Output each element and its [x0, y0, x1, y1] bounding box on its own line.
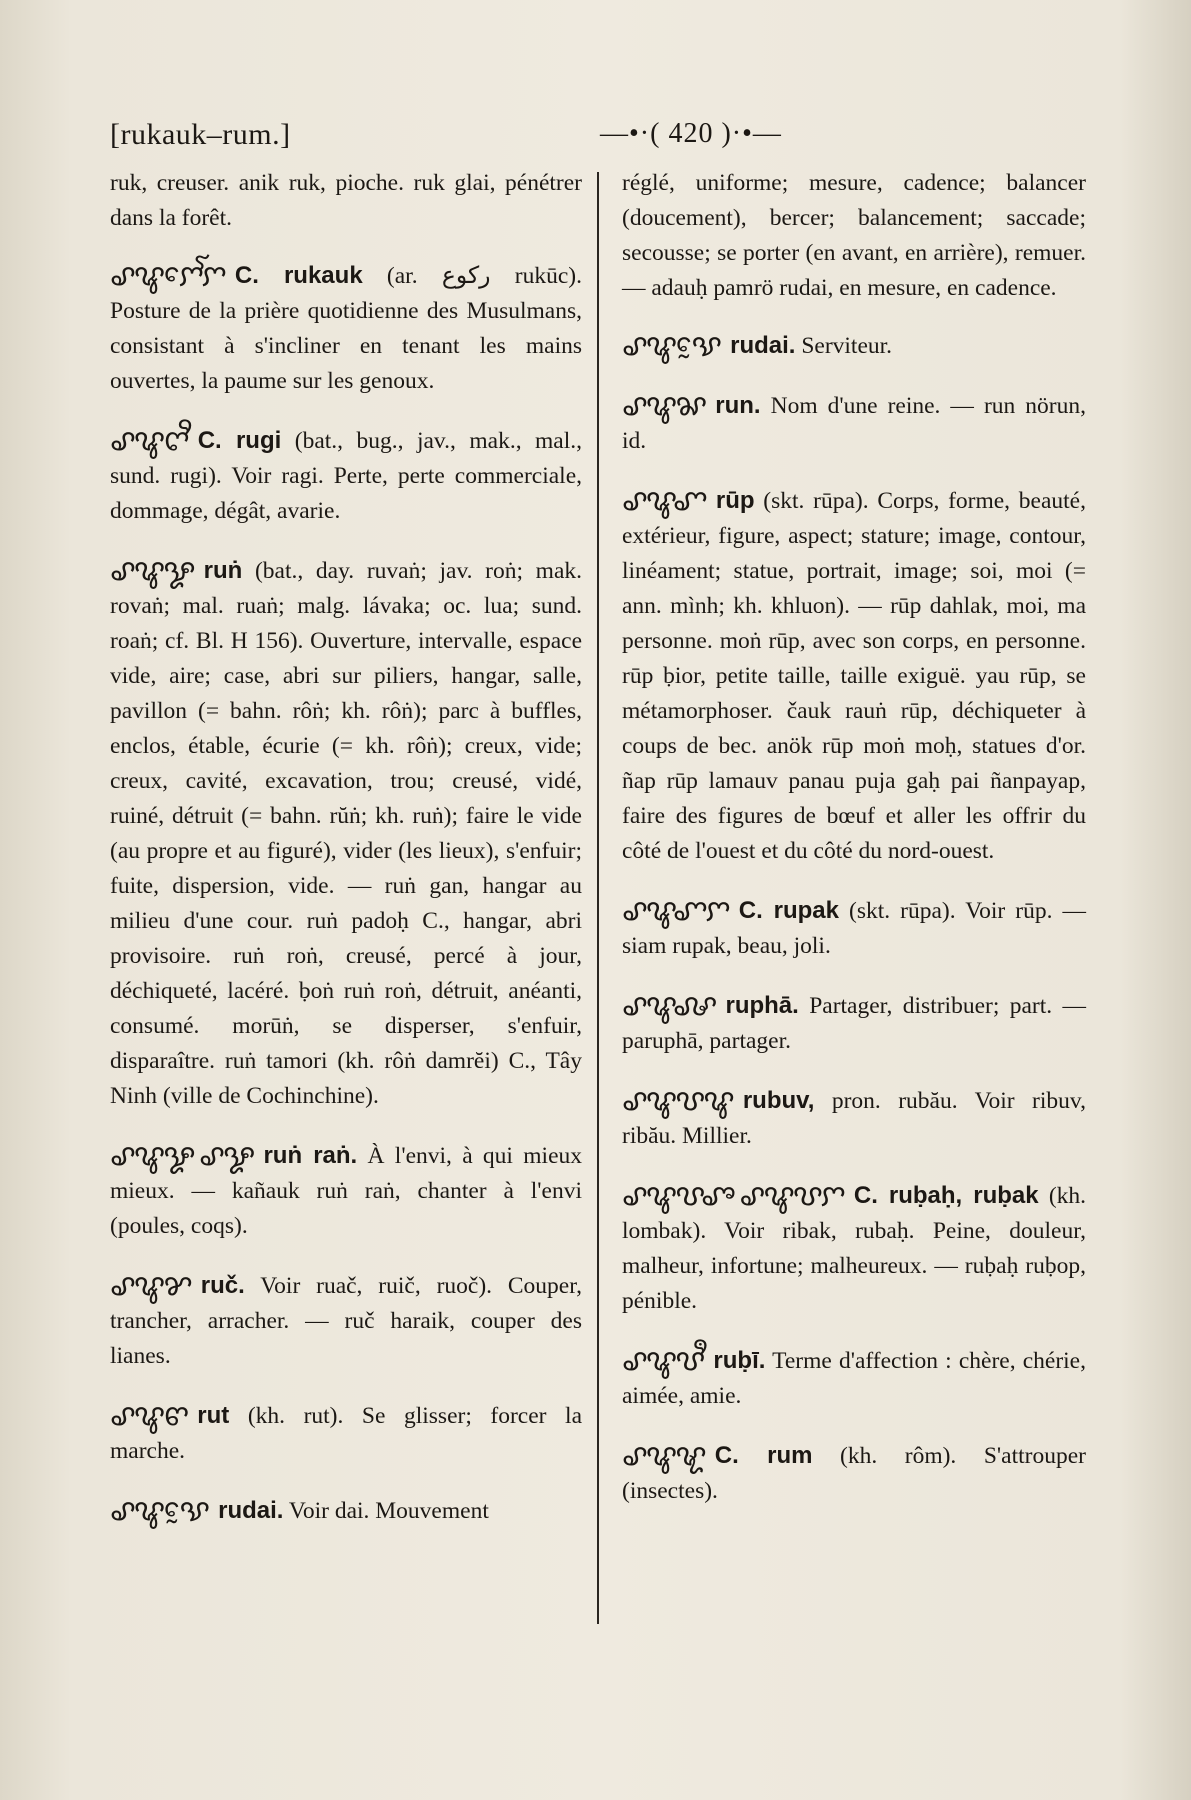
column-divider [597, 172, 599, 1624]
dictionary-entry [110, 1398, 582, 1469]
entry-text: Nom d'une reine. — run nörun, id. [622, 393, 1086, 454]
entry-text: (skt. rūpa). Corps, forme, beauté, extérieur, figure, aspect; stature; image, contour, linéament; statue, portrait, image; soi, moi (= ann. mình; kh. khluon). — rūp dahlak, moi, ma personne. moṅ rūp, avec son corps, en personne. rūp ḅior, petite taille, taille exiguë. yau rūp, se métamorphoser. čauk rauṅ rūp, déchiqueter à coups de bec. anök rūp moṅ moḥ, statues d'or. ñap rūp lamauv panau puja gaḥ pai ñanpayap, faire des figures de bœuf et aller les offrir du côté de l'ouest et du côté du nord-ouest. [622, 488, 1086, 864]
dictionary-entry [622, 1438, 1086, 1509]
headword: ruphā. [725, 992, 799, 1019]
headword: C. rum [714, 1442, 813, 1469]
entry-text: Voir dai. Mouvement [288, 1498, 489, 1524]
dictionary-entry [110, 258, 582, 399]
entry-text: (bat., bug., jav., mak., mal., sund. rugi). Voir ragi. Perte, perte commerciale, dommage, dégât, avarie. [110, 428, 583, 524]
entry-text: À l'envi, à qui mieux mieux. — kañauk ruṅ raṅ, chanter à l'envi (poules, coqs). [110, 1143, 583, 1239]
headword: C. rukauk [234, 262, 363, 289]
dictionary-entry [622, 1343, 1086, 1414]
headword: ruṅ [203, 557, 243, 584]
right-column [622, 166, 1086, 1533]
cham-script: ꨣꨥꨓ [110, 1399, 188, 1432]
dictionary-entry [622, 1178, 1086, 1319]
cham-script: ꨣꨥꨕꨰ [110, 1494, 209, 1527]
entry-text: Terme d'affection : chère, chérie, aimée, amie. [622, 1348, 1086, 1409]
entry-text: Voir ruač, ruič, ruoč). Couper, trancher, arracher. — ruč haraik, couper des lianes. [110, 1273, 582, 1369]
headword: rūp [715, 487, 755, 514]
dictionary-entry [622, 893, 1086, 964]
headword: C. rugi [197, 427, 282, 454]
headword: rudai. [730, 332, 796, 359]
left-column [110, 166, 582, 1553]
headword: C. rupak [738, 897, 839, 924]
entry-text: ruk, creuser. anik ruk, pioche. ruk glai, pénétrer dans la forêt. [110, 170, 582, 231]
dictionary-entry [622, 388, 1086, 459]
headword: rubuv, [742, 1087, 815, 1114]
dictionary-entry [110, 1493, 582, 1529]
headword: ruṅ raṅ. [263, 1142, 358, 1169]
cham-script: ꨣꨥꨝꨨ ꨣꨥꨝꨆ [622, 1179, 844, 1212]
dictionary-entry [110, 553, 582, 1114]
dictionary-entry [110, 166, 582, 236]
entry-text: réglé, uniforme; mesure, cadence; balancer (doucement), bercer; balancement; saccade; secousse; se porter (en avant, en arrière), remuer. — adauḥ pamrö rudai, en mesure, en cadence. [622, 170, 1086, 301]
entry-text: (kh. rôm). S'attrouper (insectes). [622, 1443, 1086, 1504]
dictionary-entry [622, 988, 1086, 1059]
headword: run. [715, 392, 761, 419]
headword: ruḅī. [713, 1347, 766, 1374]
page-number: —•·( 420 )·•— [600, 118, 782, 149]
entry-text: (skt. rūpa). Voir rūp. — siam rupak, beau, joli. [622, 898, 1087, 959]
cham-script: ꨣꨥꨌ [110, 1269, 191, 1302]
dictionary-entry [622, 483, 1086, 869]
dictionary-entry [622, 1083, 1086, 1154]
cham-script: ꨣꨥꨋ [110, 554, 194, 587]
cham-script: ꨣꨥꨚ [622, 484, 706, 517]
headword: rut [197, 1402, 230, 1429]
cham-script: ꨣꨥꨜ [622, 989, 716, 1022]
dictionary-entry [110, 1268, 582, 1374]
cham-script: ꨣꨥꨈꨪ [110, 424, 188, 457]
entry-text: (ar. ركوع rukūc). Posture de la prière quotidienne des Musulmans, consistant à s'incliner en tenant les mains ouvertes, la paume sur les genoux. [110, 263, 582, 394]
headword: rudai. [218, 1497, 284, 1524]
page-header [110, 118, 1110, 162]
cham-script: ꨣꨥꨆꨯꨱꨆ [110, 259, 225, 292]
cham-script: ꨣꨥꨝꨫ [622, 1344, 704, 1377]
entry-text: Serviteur. [801, 333, 893, 359]
dictionary-entry [110, 423, 582, 529]
headword: ruč. [200, 1272, 245, 1299]
dictionary-entry [622, 166, 1086, 306]
cham-script: ꨣꨥꨗ [622, 389, 706, 422]
entry-text: pron. rubău. Voir ribuv, ribău. Millier. [622, 1088, 1086, 1149]
cham-script: ꨣꨥꨕꨰ [622, 329, 721, 362]
entry-text: (kh. rut). Se glisser; forcer la marche. [110, 1403, 582, 1464]
headword: C. ruḅaḥ, ruḅak [853, 1182, 1039, 1209]
cham-script: ꨣꨥꨋ ꨣꨋ [110, 1139, 254, 1172]
cham-script: ꨣꨥꨚꨆ [622, 894, 729, 927]
dictionary-entry [622, 328, 1086, 364]
entry-text: (bat., day. ruvaṅ; jav. roṅ; mak. rovaṅ; mal. ruaṅ; malg. lávaka; oc. lua; sund. roaṅ; cf. Bl. H 156). Ouverture, intervalle, espace vide, aire; case, abri sur piliers, hangar, salle, pavillon (= bahn. rôṅ; kh. rôṅ); parc à buffles, enclos, étable, écurie (= kh. rôṅ); creux, vide; creux, cavité, excavation, trou; creusé, vidé, ruiné, détruit (= bahn. rŭṅ; kh. ruṅ); faire le vide (au propre et au figuré), vider (les lieux), s'enfuir; fuite, dispersion, vide. — ruṅ gan, hangar au milieu d'une cour. ruṅ padoḥ C., hangar, abri provisoire. ruṅ roṅ, creusé, percé à jour, déchiqueté, lacéré. ḅoṅ ruṅ roṅ, détruit, anéanti, consumé. morūṅ, se disperser, s'enfuir, disparaître. ruṅ tamori (kh. rôṅ damrĕi) C., Tây Ninh (ville de Cochinchine). [110, 558, 582, 1109]
cham-script: ꨣꨥꨝꨥ [622, 1084, 733, 1117]
entry-text: (kh. lombak). Voir ribak, rubaḥ. Peine, douleur, malheur, infortune; malheureux. — ruḅaḥ ruḅop, pénible. [622, 1183, 1087, 1314]
entry-text: Partager, distribuer; part. — paruphā, partager. [622, 993, 1086, 1054]
dictionary-entry [110, 1138, 582, 1244]
entry-range: [rukauk–rum.] [110, 118, 291, 151]
cham-script: ꨣꨥꨠ [622, 1439, 705, 1472]
